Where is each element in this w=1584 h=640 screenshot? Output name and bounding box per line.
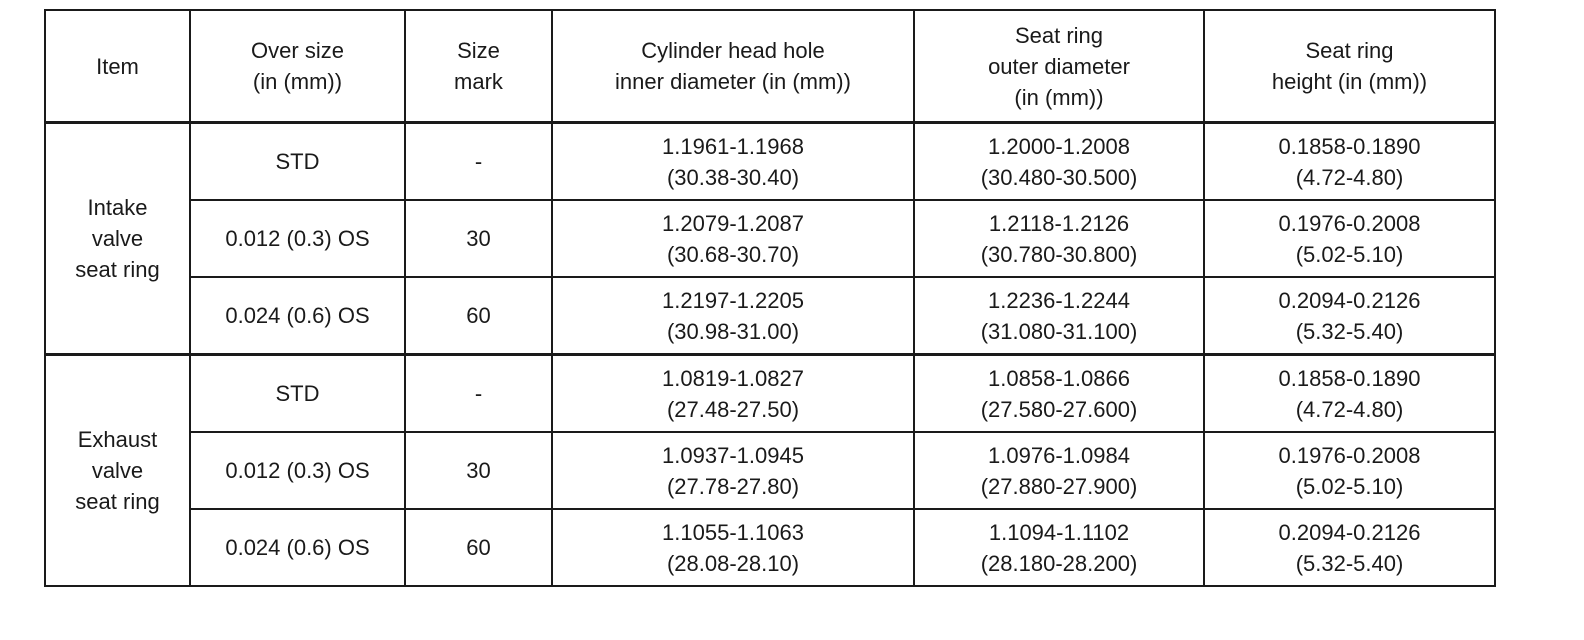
size-mark-cell: 60 — [405, 277, 552, 355]
over-size-cell: 0.012 (0.3) OS — [190, 432, 405, 509]
hole-inner-diameter-cell: 1.2079-1.2087 (30.68-30.70) — [552, 200, 914, 277]
table-row — [45, 277, 1495, 355]
table-row — [45, 123, 1495, 201]
seat-height-cell: 0.1858-0.1890 (4.72-4.80) — [1204, 123, 1495, 201]
size-mark-cell: 30 — [405, 432, 552, 509]
size-mark-cell: - — [405, 355, 552, 433]
hole-inner-diameter-cell: 1.1961-1.1968 (30.38-30.40) — [552, 123, 914, 201]
table-header — [45, 10, 1495, 123]
header-row — [45, 10, 1495, 123]
seat-outer-diameter-cell: 1.0858-1.0866 (27.580-27.600) — [914, 355, 1204, 433]
seat-height-cell: 0.2094-0.2126 (5.32-5.40) — [1204, 277, 1495, 355]
seat-outer-diameter-cell: 1.2236-1.2244 (31.080-31.100) — [914, 277, 1204, 355]
over-size-cell: STD — [190, 123, 405, 201]
header-over-size: Over size (in (mm)) — [190, 10, 405, 123]
hole-inner-diameter-cell: 1.0937-1.0945 (27.78-27.80) — [552, 432, 914, 509]
seat-outer-diameter-cell: 1.2000-1.2008 (30.480-30.500) — [914, 123, 1204, 201]
intake-valve-group — [45, 123, 1495, 355]
size-mark-cell: - — [405, 123, 552, 201]
header-hole-inner-diameter: Cylinder head hole inner diameter (in (mm)) — [552, 10, 914, 123]
table-row — [45, 355, 1495, 433]
size-mark-cell: 60 — [405, 509, 552, 586]
table-row — [45, 509, 1495, 586]
table-row — [45, 200, 1495, 277]
valve-seat-ring-spec-table — [44, 9, 1496, 587]
seat-height-cell: 0.2094-0.2126 (5.32-5.40) — [1204, 509, 1495, 586]
size-mark-cell: 30 — [405, 200, 552, 277]
seat-height-cell: 0.1976-0.2008 (5.02-5.10) — [1204, 432, 1495, 509]
over-size-cell: 0.012 (0.3) OS — [190, 200, 405, 277]
table-row — [45, 432, 1495, 509]
exhaust-valve-group — [45, 355, 1495, 587]
item-cell-exhaust: Exhaust valve seat ring — [45, 355, 190, 587]
over-size-cell: 0.024 (0.6) OS — [190, 509, 405, 586]
header-seat-outer-diameter: Seat ring outer diameter (in (mm)) — [914, 10, 1204, 123]
hole-inner-diameter-cell: 1.1055-1.1063 (28.08-28.10) — [552, 509, 914, 586]
header-seat-height: Seat ring height (in (mm)) — [1204, 10, 1495, 123]
seat-height-cell: 0.1858-0.1890 (4.72-4.80) — [1204, 355, 1495, 433]
over-size-cell: STD — [190, 355, 405, 433]
seat-outer-diameter-cell: 1.0976-1.0984 (27.880-27.900) — [914, 432, 1204, 509]
seat-outer-diameter-cell: 1.2118-1.2126 (30.780-30.800) — [914, 200, 1204, 277]
header-size-mark: Size mark — [405, 10, 552, 123]
seat-height-cell: 0.1976-0.2008 (5.02-5.10) — [1204, 200, 1495, 277]
hole-inner-diameter-cell: 1.2197-1.2205 (30.98-31.00) — [552, 277, 914, 355]
item-cell-intake: Intake valve seat ring — [45, 123, 190, 355]
seat-outer-diameter-cell: 1.1094-1.1102 (28.180-28.200) — [914, 509, 1204, 586]
hole-inner-diameter-cell: 1.0819-1.0827 (27.48-27.50) — [552, 355, 914, 433]
over-size-cell: 0.024 (0.6) OS — [190, 277, 405, 355]
header-item: Item — [45, 10, 190, 123]
